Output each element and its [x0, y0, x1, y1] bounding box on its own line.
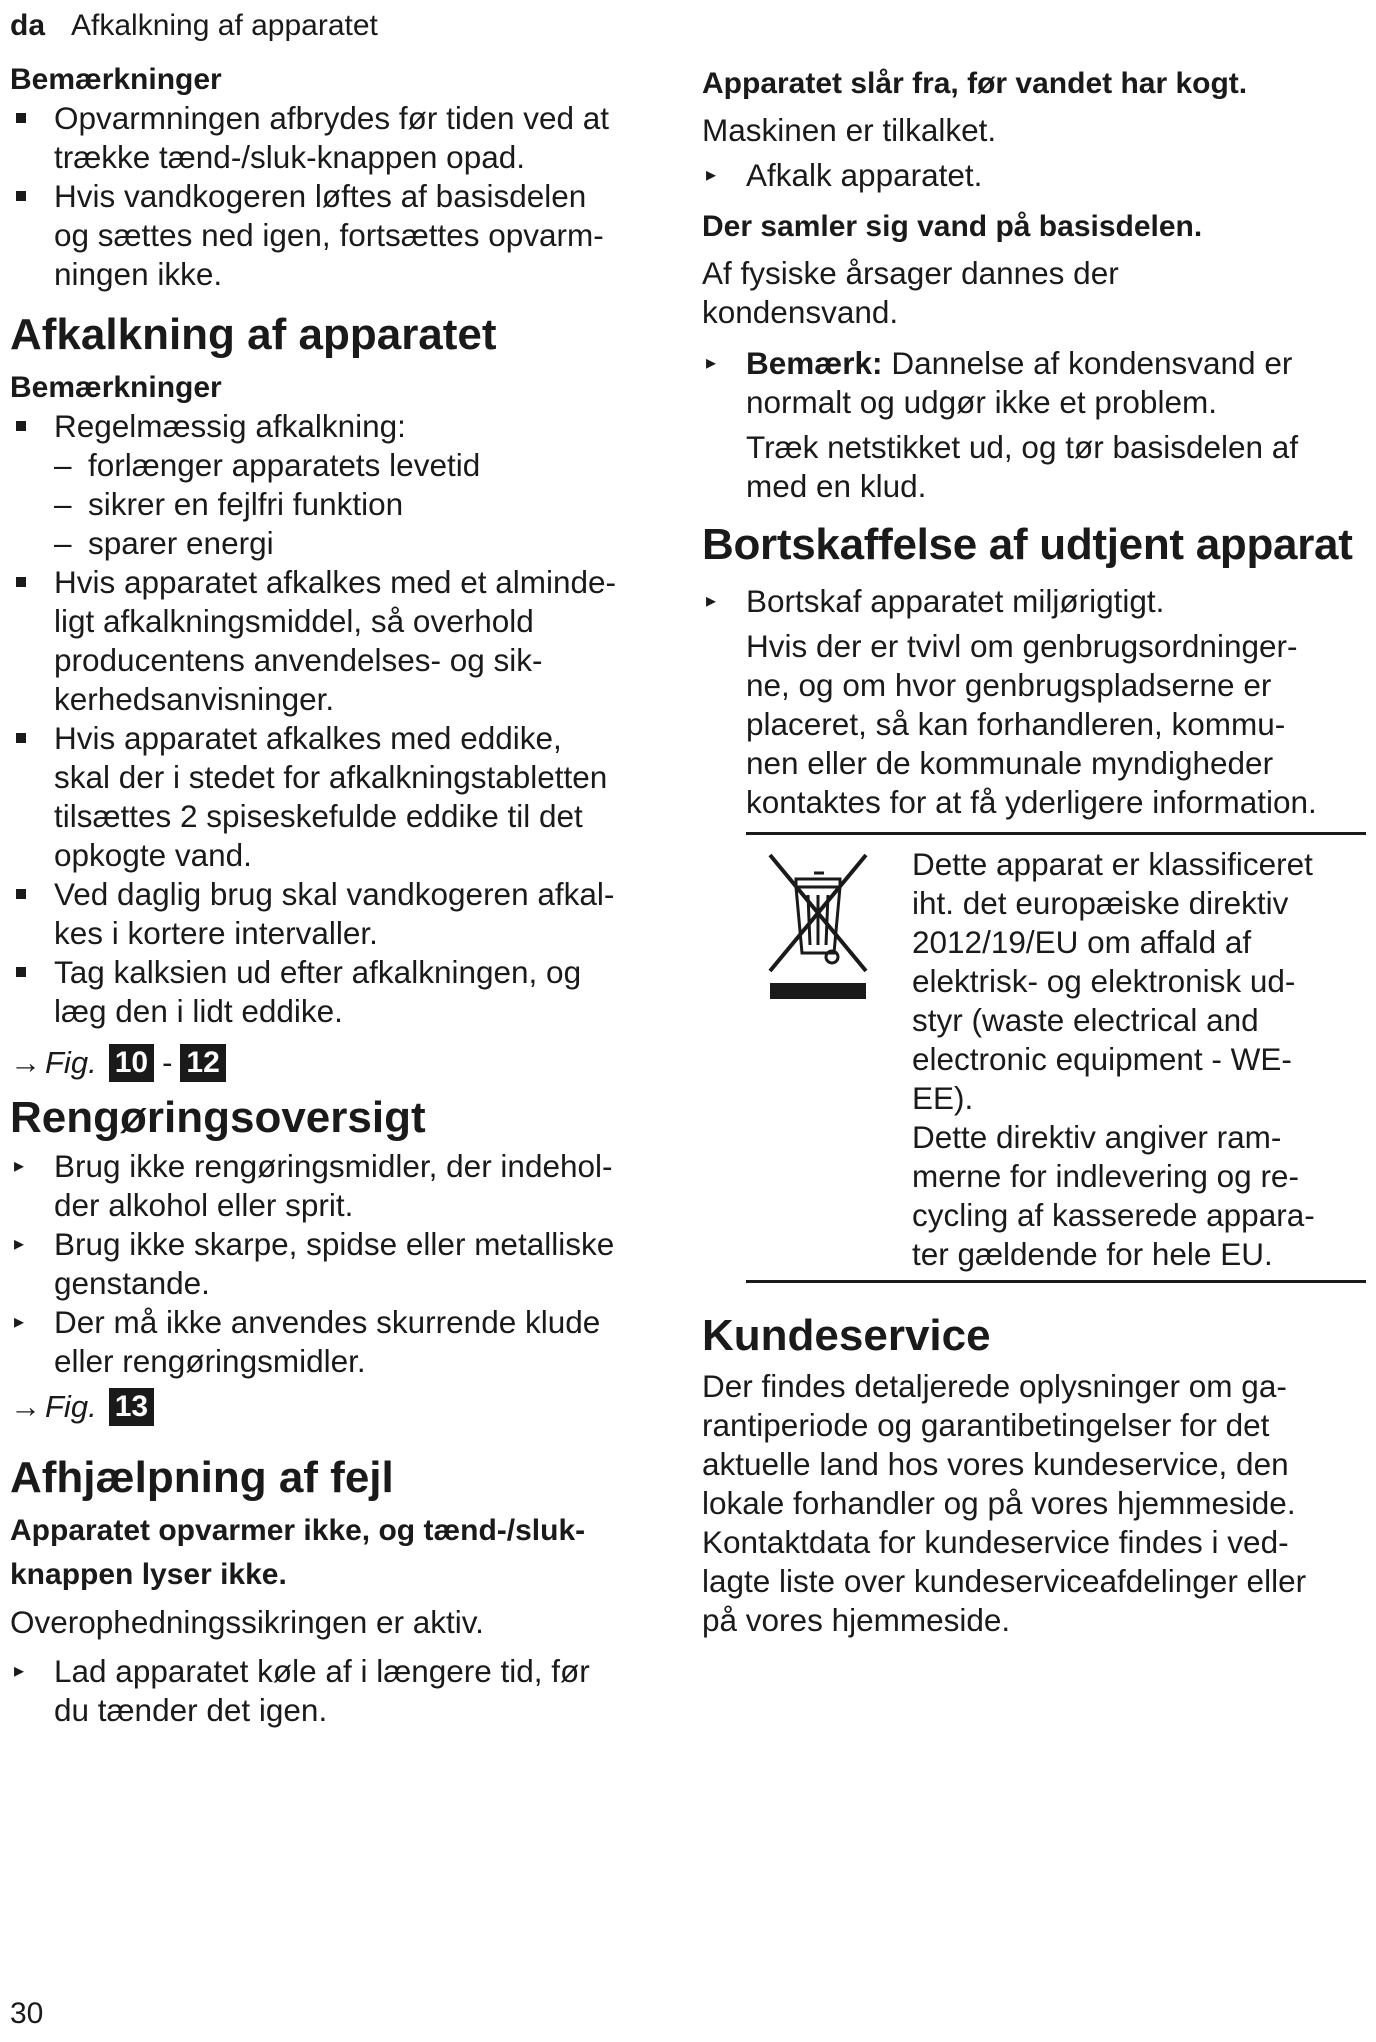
line: 2012/19/EU om affald af — [912, 924, 1252, 960]
instruction-step — [702, 344, 1366, 422]
list-item — [10, 563, 680, 719]
notes-heading: Bemærkninger — [10, 63, 222, 96]
crossed-out-wheelie-bin-icon — [746, 845, 912, 1274]
figure-reference — [10, 1387, 680, 1427]
line: knappen lyser ikke. — [10, 1558, 287, 1591]
list-item: – forlænger apparatets levetid — [54, 446, 680, 485]
instruction-step — [10, 1303, 680, 1381]
figure-number-badge: 12 — [180, 1044, 225, 1082]
right-column — [702, 56, 1366, 1640]
line: ne, og om hvor genbrugspladserne er — [746, 667, 1272, 703]
range-separator: - — [162, 1045, 173, 1080]
line: normalt og udgør ikke et problem. — [746, 384, 1217, 420]
line: Opvarmningen afbrydes før tiden ved at — [54, 100, 610, 136]
weee-text — [912, 845, 1366, 1274]
line: kes i kortere intervaller. — [54, 915, 378, 951]
list-item: – sikrer en fejlfri funktion — [54, 485, 680, 524]
problem-cause: Overophedningssikringen er aktiv. — [10, 1604, 484, 1640]
line: producentens anvendelses- og sik- — [54, 642, 543, 678]
step-triangle-icon: ▸ — [706, 164, 717, 186]
line: kontaktes for at få yderligere information. — [746, 784, 1317, 820]
problem-cause: Maskinen er tilkalket. — [702, 112, 997, 148]
problem-cause — [702, 254, 1366, 332]
line: Hvis apparatet afkalkes med et alminde- — [54, 564, 617, 600]
line: cycling af kasserede appara- — [912, 1197, 1315, 1233]
divider — [746, 1280, 1366, 1283]
benefits-list — [54, 446, 680, 563]
weee-notice-box — [746, 832, 1366, 1283]
left-column — [10, 56, 680, 1730]
list-item: – sparer energi — [54, 524, 680, 563]
line: Tag kalksien ud efter afkalkningen, og — [54, 954, 582, 990]
line: Hvis der er tvivl om genbrugsordninger- — [746, 628, 1298, 664]
step-triangle-icon: ▸ — [14, 1233, 25, 1255]
problem-heading: Der samler sig vand på basisdelen. — [702, 210, 1203, 243]
instruction-step — [10, 1652, 680, 1730]
line: Dannelse af kondensvand er — [882, 345, 1293, 381]
line: ningen ikke. — [54, 256, 223, 292]
cleaning-steps — [10, 1147, 680, 1381]
line: ligt afkalkningsmiddel, så overhold — [54, 603, 534, 639]
line: Dette apparat er klassificeret — [912, 846, 1313, 882]
line: merne for indlevering og re- — [912, 1158, 1299, 1194]
list-item — [10, 719, 680, 875]
line: Bortskaf apparatet miljørigtigt. — [746, 583, 1165, 619]
line: Regelmæssig afkalkning: — [54, 408, 406, 444]
line: Af fysiske årsager dannes der — [702, 255, 1119, 291]
section-title-disposal: Bortskaffelse af udtjent apparat — [702, 520, 1353, 569]
line: Dette direktiv angiver ram- — [912, 1119, 1282, 1155]
line: Kontaktdata for kundeservice findes i ved- — [702, 1524, 1289, 1560]
line: Hvis vandkogeren løftes af basisdelen — [54, 178, 587, 214]
customer-service-text — [702, 1367, 1366, 1640]
line: lagte liste over kundeserviceafdelinger eller — [702, 1563, 1307, 1599]
list-item — [10, 99, 680, 177]
line: eller rengøringsmidler. — [54, 1343, 366, 1379]
step-triangle-icon: ▸ — [706, 352, 717, 374]
line: placeret, så kan forhandleren, kommu- — [746, 706, 1286, 742]
line: Lad apparatet køle af i længere tid, før — [54, 1653, 590, 1689]
instruction-step — [702, 582, 1366, 621]
line: Der må ikke anvendes skurrende klude — [54, 1304, 601, 1340]
line: du tænder det igen. — [54, 1692, 328, 1728]
line: elektrisk- og elektronisk ud- — [912, 963, 1296, 999]
line: genstande. — [54, 1265, 210, 1301]
fig-label: Fig. — [45, 1389, 97, 1424]
descaling-notes-list — [10, 407, 680, 1031]
figure-reference — [10, 1043, 680, 1083]
line: electronic equipment - WE- — [912, 1041, 1292, 1077]
instruction-step — [702, 156, 1366, 195]
additional-instruction — [702, 428, 1366, 506]
line: Brug ikke skarpe, spidse eller metalliske — [54, 1226, 615, 1262]
line: Apparatet opvarmer ikke, og tænd-/sluk- — [10, 1514, 586, 1547]
section-title-troubleshooting: Afhjælpning af fejl — [10, 1453, 394, 1502]
line: tilsættes 2 spiseskefulde eddike til det — [54, 798, 583, 834]
disposal-info — [702, 627, 1366, 822]
arrow-right-icon: → — [10, 1045, 41, 1080]
line: EE). — [912, 1080, 974, 1116]
line: opkogte vand. — [54, 837, 252, 873]
line: Træk netstikket ud, og tør basisdelen af — [746, 429, 1299, 465]
line: rantiperiode og garantibetingelser for det — [702, 1407, 1270, 1443]
step-triangle-icon: ▸ — [14, 1155, 25, 1177]
step-triangle-icon: ▸ — [14, 1311, 25, 1333]
list-item — [10, 953, 680, 1031]
problem-heading: Apparatet slår fra, før vandet har kogt. — [702, 67, 1248, 100]
fig-label: Fig. — [45, 1045, 97, 1080]
instruction-step — [10, 1225, 680, 1303]
line: styr (waste electrical and — [912, 1002, 1259, 1038]
problem-heading — [10, 1509, 680, 1597]
list-item — [10, 407, 680, 563]
line: med en klud. — [746, 468, 927, 504]
language-code: da — [10, 9, 46, 42]
line: læg den i lidt eddike. — [54, 993, 343, 1029]
section-title-customer-service: Kundeservice — [702, 1311, 991, 1360]
step-triangle-icon: ▸ — [14, 1660, 25, 1682]
line: Hvis apparatet afkalkes med eddike, — [54, 720, 562, 756]
arrow-right-icon: → — [10, 1389, 41, 1424]
page-number: 30 — [10, 1997, 44, 2030]
instruction-step — [10, 1147, 680, 1225]
line: aktuelle land hos vores kundeservice, den — [702, 1446, 1289, 1482]
list-item — [10, 875, 680, 953]
line: kerhedsanvisninger. — [54, 681, 335, 717]
running-header-title: Afkalkning af apparatet — [71, 9, 378, 42]
line: ter gældende for hele EU. — [912, 1236, 1273, 1272]
section-title-descaling: Afkalkning af apparatet — [10, 310, 497, 359]
line: iht. det europæiske direktiv — [912, 885, 1289, 921]
weee-notice — [746, 835, 1366, 1280]
figure-number-badge: 13 — [109, 1388, 154, 1426]
line: på vores hjemmeside. — [702, 1602, 1011, 1638]
section-title-cleaning: Rengøringsoversigt — [10, 1093, 426, 1142]
line: Ved daglig brug skal vandkogeren afkal- — [54, 876, 615, 912]
line: lokale forhandler og på vores hjemmeside. — [702, 1485, 1296, 1521]
notes-heading: Bemærkninger — [10, 371, 222, 404]
running-header — [10, 6, 378, 46]
line: og sættes ned igen, fortsættes opvarm- — [54, 217, 604, 253]
line: trække tænd-/sluk-knappen opad. — [54, 139, 526, 175]
note-label: Bemærk: — [746, 345, 883, 381]
line: kondensvand. — [702, 294, 899, 330]
line: nen eller de kommunale myndigheder — [746, 745, 1274, 781]
figure-number-badge: 10 — [109, 1044, 154, 1082]
notes-list — [10, 99, 680, 294]
line: skal der i stedet for afkalkningstabletten — [54, 759, 608, 795]
line: der alkohol eller sprit. — [54, 1187, 354, 1223]
step-triangle-icon: ▸ — [706, 590, 717, 612]
line: Afkalk apparatet. — [746, 157, 983, 193]
line: Brug ikke rengøringsmidler, der indehol- — [54, 1148, 613, 1184]
list-item — [10, 177, 680, 294]
line: Der findes detaljerede oplysninger om ga- — [702, 1368, 1287, 1404]
